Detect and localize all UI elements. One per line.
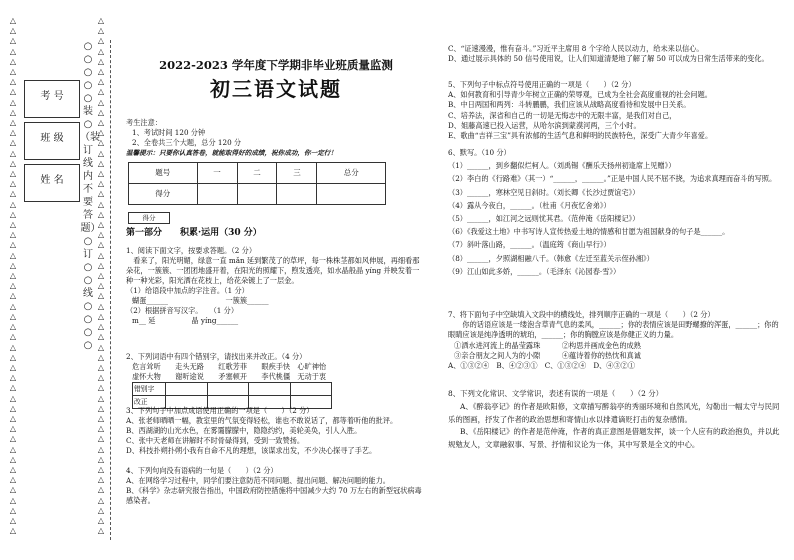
score-cell: 一 — [197, 163, 237, 184]
question-5-stem: 5、下列句子中标点符号使用正确的一项是（ ）（2 分） — [448, 80, 636, 89]
typo-answer-cell[interactable] — [249, 383, 291, 396]
subject-title: 初三语文试题 — [210, 77, 342, 101]
question-2 — [126, 352, 426, 409]
question-6-item-2[interactable]: （2）李白的《行路难》（其一）“______，______。”正是中国人民不屈不挠，为追求真理而奋斗的写照。 — [448, 174, 777, 184]
question-4-stem: 4、下列句向没有语病的一句是（ ）（2 分） — [126, 466, 278, 475]
question-4-option-a[interactable]: A、在网络学习过程中，同学们要注意防范不同问题、提出问题、解决问题的能力。 — [126, 476, 390, 485]
question-3-option-d[interactable]: D、科技扑朔扑朔小我有自命不凡的理想，该谋求出发，不少决心探寻了手艺。 — [126, 446, 377, 455]
exam-number-box[interactable] — [24, 80, 80, 118]
question-3 — [126, 406, 426, 456]
score-cell: 二 — [237, 163, 277, 184]
note-2: 2、全卷共三个大题，总分 120 分 — [132, 138, 242, 147]
question-7-passage: 你的话语应该是一缕泡含草青气息的柔风，______；你的表情应该是田野螺撩的浑蛋，______；你的眼睛应该是纯净透明的琥珀，______；你的胸膛应该是你健正义的力量。 — [448, 320, 779, 340]
question-8-option-b[interactable]: B、《岳阳楼记》的作者是范仲淹，作者的真正意图是借题发挥，谈一个人应有的政治抱负，并以此规勉友人，文章融叙事、写景、抒情和议论为一体，其中写景是全文的中心。 — [448, 427, 780, 450]
question-1-1: （1）给语段中加点的字注音。（1 分） — [126, 286, 249, 295]
question-1 — [126, 246, 426, 326]
question-6-item-7[interactable]: （7）斜叶落山路，______。（温庭筠《商山早行》） — [448, 240, 611, 250]
correction-row-label: 改正 — [133, 396, 166, 409]
name-label: 姓 名 — [40, 175, 64, 186]
question-2-words-line-1: 危言耸听 走头无路 红歌芳菲 眼疾手快 心旷神怡 — [132, 362, 327, 371]
class-label: 班 级 — [40, 133, 64, 144]
typo-row-label: 错别字 — [133, 383, 166, 396]
question-1-stem: 1、阅读下面文字，按要求答题。（2 分） — [126, 246, 257, 255]
question-5-option-a[interactable]: A、如何教育和引导青少年树立正确的荣辱观，已成为全社会高度重视的社会问题。 — [448, 90, 712, 100]
part-one-heading: 第一部分 积累·运用（30 分） — [126, 228, 262, 238]
question-6-item-5[interactable]: （5）______，如江河之远则忧其君。（范仲淹《岳阳楼记》） — [448, 214, 640, 224]
question-8-stem: 8、下列文化常识、文学常识，表述有误的一项是（ ）（2 分） — [448, 389, 663, 398]
question-5-option-b[interactable]: B、中日两国和两列：斗转鹏鹏，我们应该从战略高度看待和发展中日关系。 — [448, 100, 691, 110]
score-cell: 得分 — [129, 184, 198, 205]
question-6-item-3[interactable]: （3）______，寒林空见日斜时。（刘长卿《长沙过贾谊宅》） — [448, 187, 640, 197]
seal-dashed-line — [110, 40, 111, 540]
question-4 — [126, 466, 426, 506]
question-6-item-4[interactable]: （4）露从今夜白，______。（杜甫《月夜忆舍弟》） — [448, 200, 611, 210]
exam-notes — [126, 118, 426, 158]
score-input-cell[interactable] — [197, 184, 237, 205]
question-5-option-d[interactable]: D、姐藤高速已投入运营，从哈尔滨到蒙漠河两，三个小时。 — [448, 120, 641, 130]
question-4-continued — [448, 44, 784, 64]
score-input-cell[interactable] — [277, 184, 317, 205]
question-1-passage: 看来了，阳光明媚，绿意一直 mǎn 延到繁茂了的草坪，每一株株茎都如风伸展，再细看那朵花，一簇簇、一团团地盛开着，在阳光的照耀下，煦发透亮，如水晶般晶 yíng 并映发着一种一种光彩，阳光洒在花枝上，给花朵镀上了一层金。 — [126, 256, 420, 285]
part-score-label: 得分 — [142, 214, 156, 222]
exam-page-right — [448, 0, 788, 560]
class-box[interactable] — [24, 122, 80, 160]
score-table — [128, 162, 386, 205]
warm-tip: 温馨提示：只要你认真答卷，就能取得好的成绩，祝你成功，你一定行！ — [126, 149, 337, 157]
score-input-cell[interactable] — [317, 184, 386, 205]
binding-margin — [0, 0, 118, 560]
seal-line-text: ○ ○ ○ ○ ○ 装 ○（装 订 线 内 不 要 答 题）○ 订 ○ ○ 线 ○ ○ ○ ○ — [80, 41, 100, 351]
note-1: 1、考试时间 120 分钟 — [132, 128, 206, 137]
exam-title: 2022-2023 学年度下学期非毕业班质量监测 — [159, 58, 393, 72]
score-cell: 总分 — [317, 163, 386, 184]
typo-answer-cell[interactable] — [290, 383, 332, 396]
score-cell: 题号 — [129, 163, 198, 184]
question-6-stem: 6、默写。（10 分） — [448, 148, 511, 157]
question-7-choices-1: ①洒水进河流上的晶莹露珠 ②构思并画成金色的成熟 — [454, 340, 641, 350]
exam-page-left — [116, 0, 434, 560]
triangle-border-left: △ △ △ △ △ △ △ △ △ △ △ △ △ △ △ △ △ △ △ △ △ △ △ △ △ △ △ △ △ △ △ △ △ △ △ △ △ △ △ △ △ △ △ △ △ △ △ △ △ △ △ — [9, 16, 17, 536]
score-table-header-row — [129, 163, 386, 184]
question-3-option-a[interactable]: A、张老师晒晒一幅，教室里的气氛变得轻松，谁也不敢说话了，都等着听他的批评。 — [126, 416, 398, 425]
score-cell: 三 — [277, 163, 317, 184]
notes-heading: 考生注意： — [126, 118, 162, 127]
exam-number-label: 考 号 — [40, 91, 64, 102]
score-table-score-row — [129, 184, 386, 205]
question-6-item-9[interactable]: （9）江山如此多娇，______。（毛泽东《沁园春·雪》） — [448, 266, 621, 276]
typo-answer-cell[interactable] — [166, 383, 208, 396]
question-3-option-b[interactable]: B、西湖湖的山光水色，在雾霭朦朦中，隐隐约约，美轮美奂，引人入胜。 — [126, 426, 362, 435]
question-6 — [448, 146, 784, 278]
question-5-option-c[interactable]: C、培养法，深省和自己的一切是无悔志中的无限丰富，是我们对自己， — [448, 110, 677, 120]
question-2-words-line-2: 虚怀大物 谢听途说 矛塞顿开 李代桃僵 无动于衷 — [132, 372, 327, 381]
triangle-border-right: △ △ △ △ △ △ △ △ △ △ △ △ △ △ △ △ △ △ △ △ △ △ △ △ △ △ △ △ △ △ △ △ △ △ △ △ △ △ △ △ △ △ △ △ △ △ △ △ △ △ △ — [97, 16, 105, 536]
question-5-option-e[interactable]: E、歌曲“吉祥三宝”具有浓郁的生活气息和鲜明的民族特色，深受广大青少年喜爱。 — [448, 131, 713, 141]
question-3-option-c[interactable]: C、张中天老师在讲解时不时骨碌得到，受到一致赞扬。 — [126, 436, 305, 445]
typo-answer-cell[interactable] — [207, 383, 249, 396]
question-6-item-8[interactable]: （8）______，夕照湖相融八千。（韩愈《左迁至蓝关示侄孙湘》） — [448, 253, 654, 263]
question-1-2-blanks[interactable]: m__ 延 晶 yíng______ — [132, 316, 239, 325]
question-6-item-6[interactable]: （6）《我爱这土地》中书写诗人宣传热爱土地的情感和甘愿为祖国献身的句子是______。 — [448, 227, 730, 237]
question-4-option-c[interactable]: C、“证速漫漫，惟有奋斗。”习近平主席用 8 个字给人民以动力，给未来以信心。 — [448, 44, 704, 53]
question-8 — [448, 388, 784, 452]
part-score-box — [128, 212, 170, 224]
question-6-item-1[interactable]: （1）______，到乡翻似烂柯人。（刘禹锡《酬乐天扬州初逢席上见赠》） — [448, 161, 676, 171]
question-5 — [448, 80, 784, 141]
question-7-answers[interactable]: A、①③②④ B、④②③① C、①③②④ D、④③②① — [448, 361, 636, 371]
question-1-2: （2）根据拼音写汉字。 （1 分） — [126, 306, 239, 315]
question-3-stem: 3、下列句子中加点成语使用正确的一项是（ ）（2 分） — [126, 406, 314, 415]
question-7 — [448, 310, 784, 371]
question-4-option-d[interactable]: D、通过展示具体的 50 信号使用说，让人们知道清楚地了解了解 50 可以成为日常生活带来的变化。 — [448, 54, 769, 64]
question-7-stem: 7、将下面句子中空缺填入文段中的横线处，排列顺序正确的一项是（ ）（2 分） — [448, 310, 715, 319]
name-box[interactable] — [24, 164, 80, 202]
question-8-option-a[interactable]: A、《醉翁亭记》的作者是欧阳修，文章描写醉翁亭的秀丽环境和自然风光，勾勒出一幅太守与民同乐的图画，抒发了作者的政治思想和寄情山水以排遣谪贬打击的复杂感情。 — [448, 401, 780, 424]
question-1-1-blanks[interactable]: 蝴蛋______ 一簇簇______ — [132, 296, 269, 305]
question-7-choices-2: ③亲合朋友之间人为的小隙 ④蕴诗着你的热忱和真诚 — [454, 350, 641, 360]
question-2-stem: 2、下列词语中有四个错别字，请找出来并改正。（4 分） — [126, 352, 307, 361]
typo-correction-table — [132, 382, 332, 409]
score-input-cell[interactable] — [237, 184, 277, 205]
question-4-option-b[interactable]: B、《科学》杂志研究报告指出，中国政府防控措施将中国减少大约 70 万左右的新型冠状病毒感染者。 — [126, 486, 422, 505]
